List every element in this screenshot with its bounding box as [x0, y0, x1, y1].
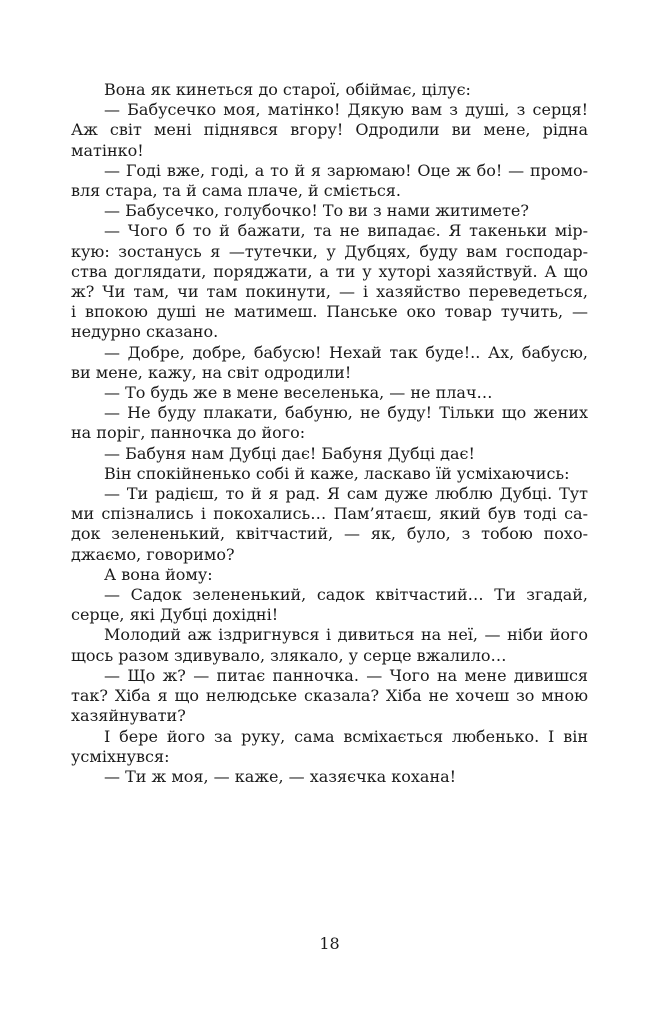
paragraph	[71, 625, 588, 665]
paragraph	[71, 444, 588, 464]
text-line: Вона як кинеться до старої, обіймає, цілує:	[104, 80, 471, 99]
paragraph	[71, 80, 588, 100]
text-line: — Бабуня нам Дубці дає! Бабуня Дубці дає!	[104, 443, 475, 463]
text-line: недурно сказано.	[71, 322, 219, 342]
paragraph	[71, 343, 588, 383]
text-line: — Бабусечко моя, матінко! Дякую вам з душі, з серця!	[104, 100, 588, 120]
paragraph	[71, 221, 588, 342]
text-line: — Ти радієш, то й я рад. Я сам дуже люблю Дубці. Тут	[104, 484, 588, 504]
text-line: док зелененький, квітчастий, — як, було, з тобою похо-	[71, 524, 588, 544]
text-line: — Не буду плакати, бабуню, не буду! Тільки що жених	[104, 403, 588, 423]
text-line: кую: зостанусь я —тутечки, у Дубцях, буду вам господар-	[71, 241, 588, 261]
text-line: хазяйнувати?	[71, 706, 186, 726]
text-line: серце, які Дубці дохідні!	[71, 605, 279, 625]
text-line: ства доглядати, поряджати, а ти у хуторі хазяйствуй. А що	[71, 261, 588, 281]
paragraph	[71, 666, 588, 727]
text-line: Молодий аж іздригнувся і дивиться на неї, — ніби його	[104, 625, 588, 645]
text-line: і впокою душі не матимеш. Панське око товар тучить, —	[71, 302, 588, 322]
text-line: — Що ж? — питає панночка. — Чого на мене дивишся	[104, 665, 588, 685]
text-line: Аж світ мені піднявся вгору! Одродили ви мене, рідна	[71, 120, 588, 140]
text-line: ми спізнались і покохались… Пам’ятаєш, який був тоді са-	[71, 504, 588, 524]
paragraph	[71, 201, 588, 221]
text-line: ж? Чи там, чи там покинути, — і хазяйство переведеться,	[71, 282, 588, 302]
text-line: — Садок зелененький, садок квітчастий… Ти згадай,	[104, 585, 588, 605]
text-line: Він спокійненько собі й каже, ласкаво їй усміхаючись:	[104, 463, 570, 483]
text-line: так? Хіба я що нелюдське сказала? Хіба не хочеш зо мною	[71, 686, 588, 706]
text-line: — Бабусечко, голубочко! То ви з нами житимете?	[104, 201, 529, 221]
text-line: матінко!	[71, 140, 144, 160]
paragraph	[71, 161, 588, 201]
text-line: І бере його за руку, сама всміхається любенько. І він	[104, 726, 588, 746]
paragraph	[71, 484, 588, 565]
text-line: вля стара, та й сама плаче, й сміється.	[71, 181, 401, 201]
text-line: на поріг, панночка до його:	[71, 423, 306, 443]
text-line: щось разом здивувало, злякало, у серце вжалило…	[71, 645, 507, 665]
page-number: 18	[319, 934, 340, 953]
text-line: — Ти ж моя, — каже, — хазяєчка кохана!	[104, 766, 457, 786]
paragraph	[71, 383, 588, 403]
body-text	[71, 80, 588, 787]
text-line: — Добре, добре, бабусю! Нехай так буде!.. Ах, бабусю,	[104, 342, 588, 362]
text-line: ви мене, кажу, на світ одродили!	[71, 362, 352, 382]
text-line: — То будь же в мене веселенька, — не плач…	[104, 383, 493, 403]
paragraph	[71, 585, 588, 625]
text-line: — Годі вже, годі, а то й я зарюмаю! Оце ж бо! — промо-	[104, 160, 588, 180]
text-line: — Чого б то й бажати, та не випадає. Я такеньки мір-	[104, 221, 588, 241]
paragraph	[71, 727, 588, 767]
paragraph	[71, 767, 588, 787]
paragraph	[71, 403, 588, 443]
text-line: джаємо, говоримо?	[71, 544, 235, 564]
paragraph	[71, 464, 588, 484]
text-line: усміхнувся:	[71, 746, 170, 766]
paragraph	[71, 100, 588, 161]
text-line: А вона йому:	[104, 564, 213, 584]
paragraph	[71, 565, 588, 585]
